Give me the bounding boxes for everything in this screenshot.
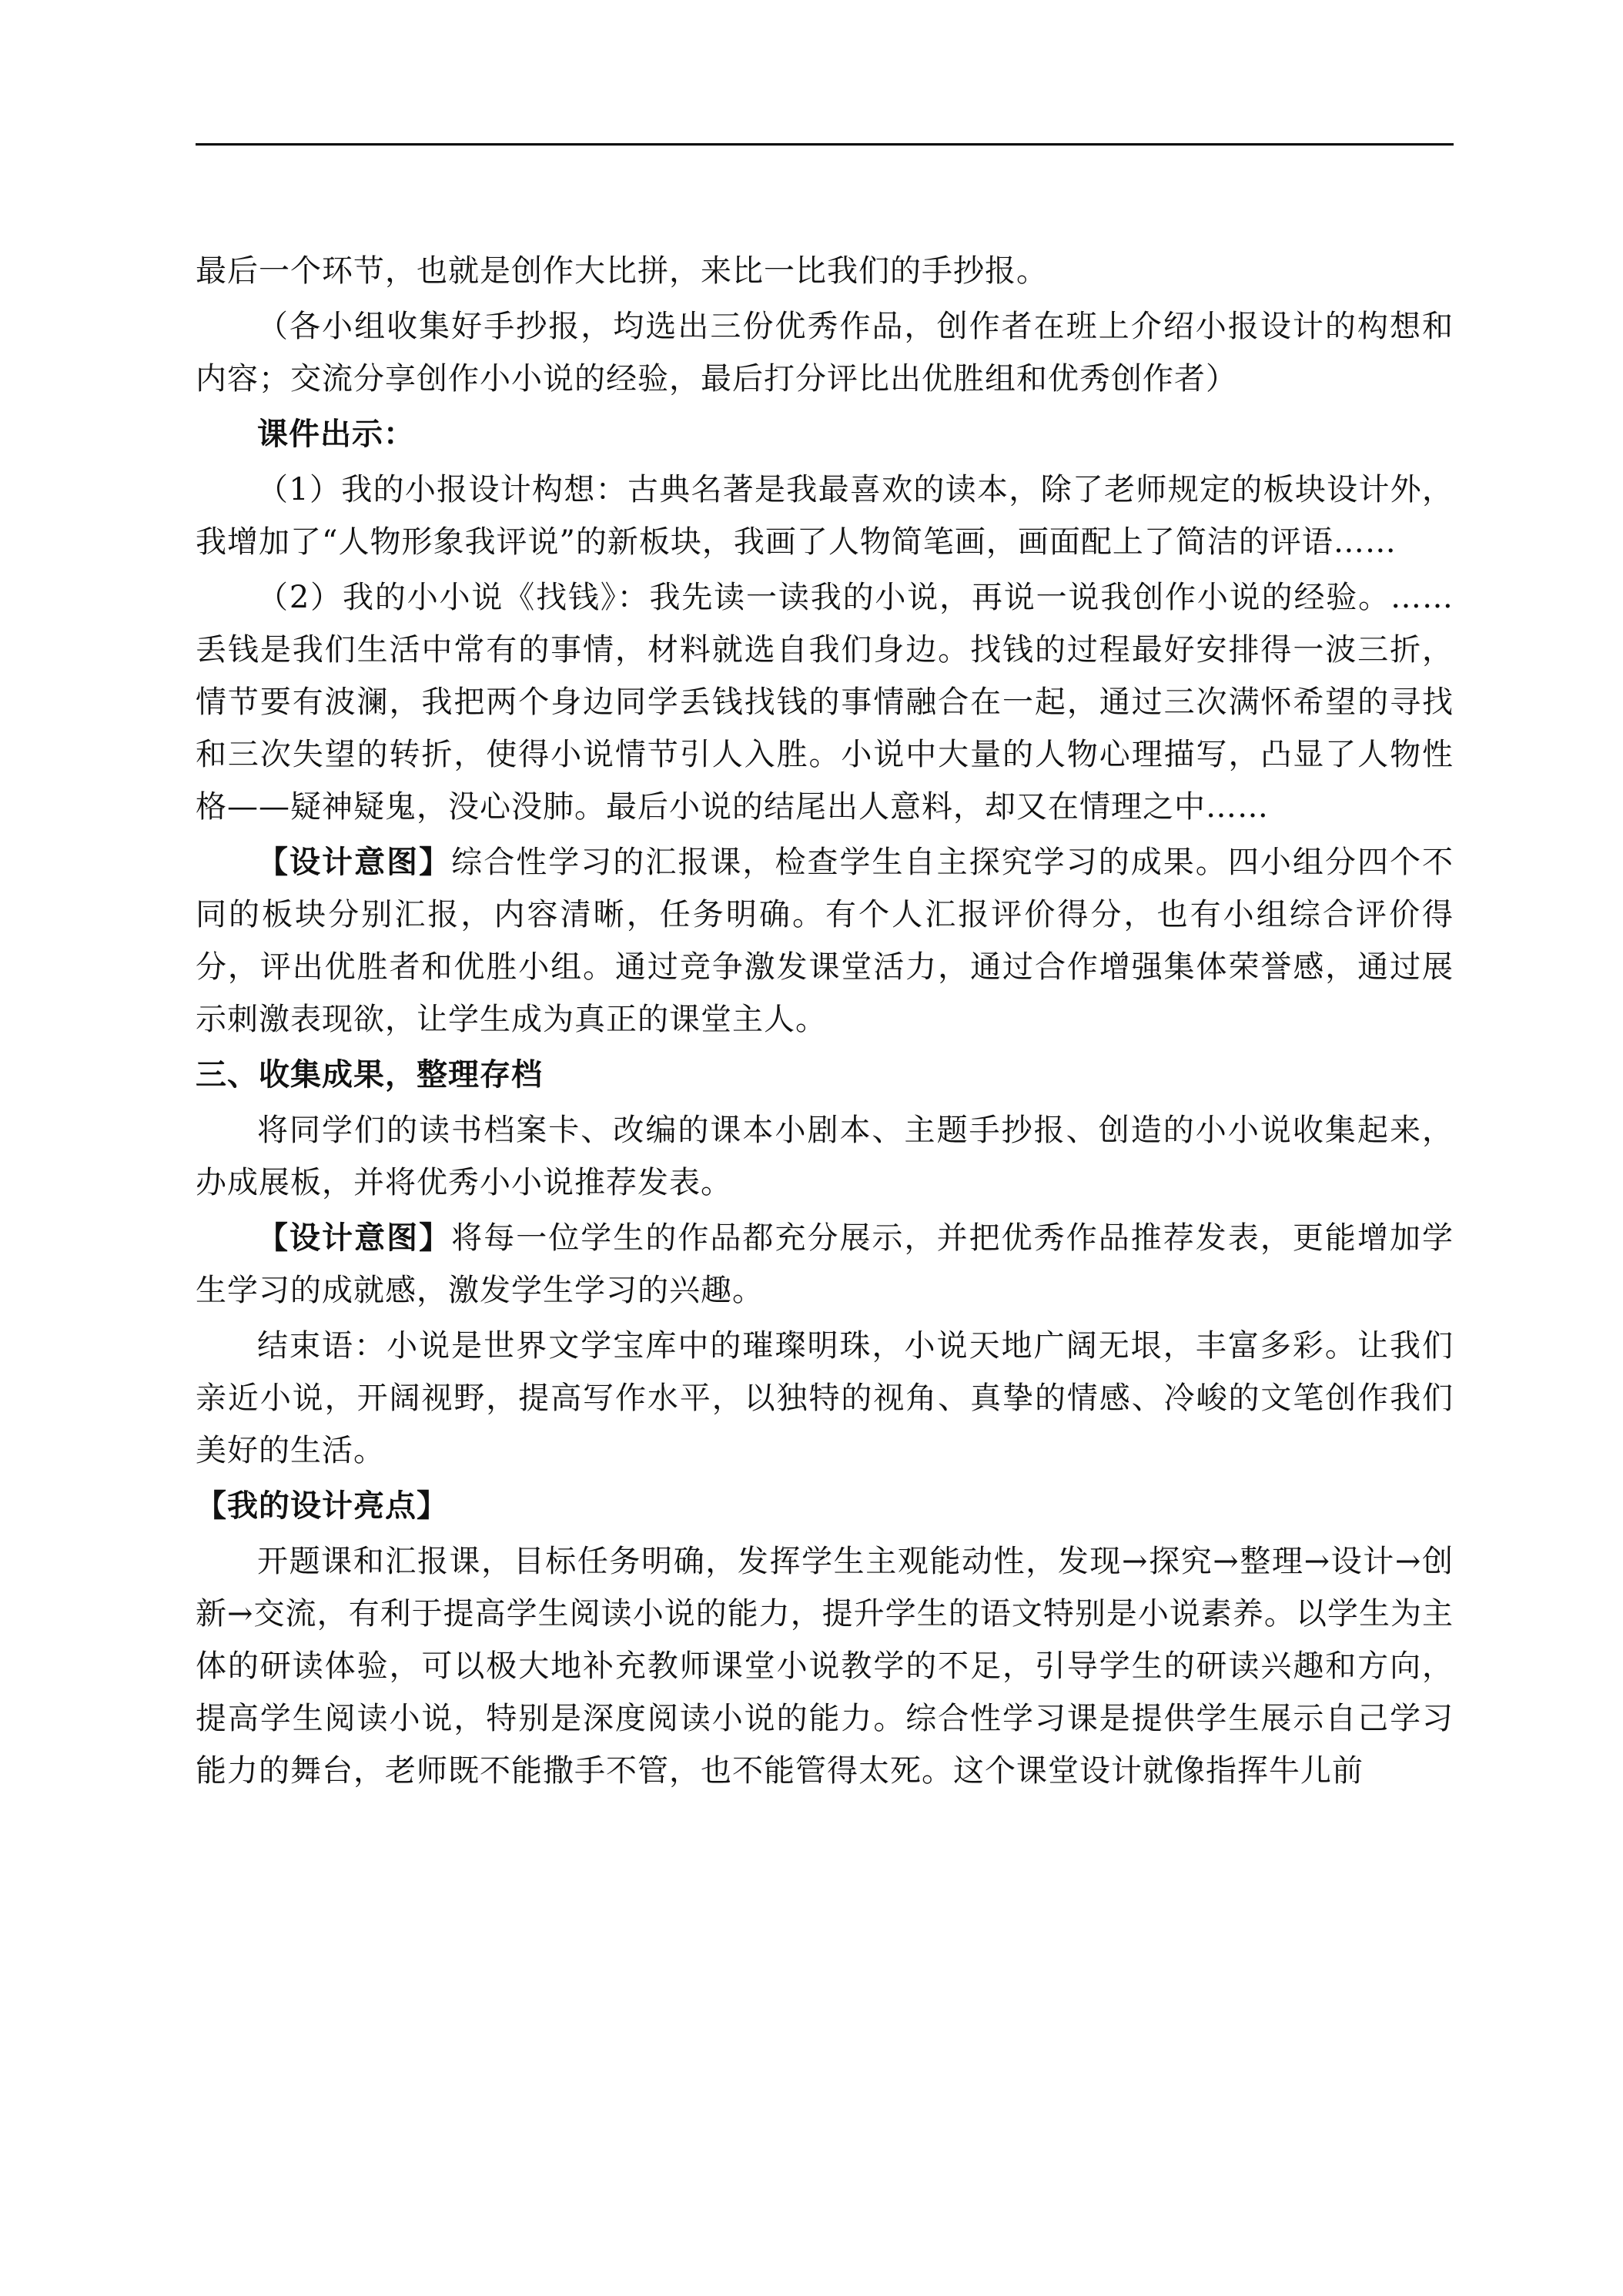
paragraph-short-story: （2）我的小小说《找钱》：我先读一读我的小说，再说一说我创作小说的经验。……丢钱是我们生活中常有的事情，材料就选自我们身边。找钱的过程最好安排得一波三折，情节要有波澜，我把两个身边同学丢钱找钱的事情融合在一起，通过三次满怀希望的寻找和三次失望的转折，使得小说情节引人入胜。小说中大量的人物心理描写，凸显了人物性格——疑神疑鬼，没心没肺。最后小说的结尾出人意料，却又在情理之中…… [196, 580, 1454, 825]
paragraph-collect: 将同学们的读书档案卡、改编的课本小剧本、主题手抄报、创造的小小说收集起来，办成展板，并将优秀小小说推荐发表。 [196, 1113, 1454, 1200]
design-intent-2 [196, 1212, 1454, 1317]
paragraph-1: 最后一个环节，也就是创作大比拼，来比一比我们的手抄报。 [196, 253, 1048, 289]
design-intent-1 [196, 836, 1454, 1046]
document-body [196, 245, 1454, 1800]
paragraph-highlights: 开题课和汇报课，目标任务明确，发挥学生主观能动性，发现→探究→整理→设计→创新→交流，有利于提高学生阅读小说的能力，提升学生的语文特别是小说素养。以学生为主体的研读体验，可以极大地补充教师课堂小说教学的不足，引导学生的研读兴趣和方向，提高学生阅读小说，特别是深度阅读小说的能力。综合性学习课是提供学生展示自己学习能力的舞台，老师既不能撒手不管，也不能管得太死。这个课堂设计就像指挥牛儿前 [196, 1544, 1454, 1789]
courseware-heading: 课件出示： [257, 416, 415, 452]
design-intent-label: 【设计意图】 [257, 1220, 452, 1256]
paragraph-newspaper-idea: （1）我的小报设计构想：古典名著是我最喜欢的读本，除了老师规定的板块设计外，我增加了“人物形象我评说”的新板块，我画了人物简笔画，画面配上了简洁的评语…… [196, 472, 1454, 560]
design-intent-text: 综合性学习的汇报课，检查学生自主探究学习的成果。四小组分四个不同的板块分别汇报，内容清晰，任务明确。有个人汇报评价得分，也有小组综合评价得分，评出优胜者和优胜小组。通过竞争激发课堂活力，通过合作增强集体荣誉感，通过展示刺激表现欲，让学生成为真正的课堂主人。 [196, 845, 1454, 1037]
design-intent-label: 【设计意图】 [257, 844, 452, 880]
paragraph-2: （各小组收集好手抄报，均选出三份优秀作品，创作者在班上介绍小报设计的构想和内容；交流分享创作小小说的经验，最后打分评比出优胜组和优秀创作者） [196, 309, 1454, 397]
header-rule [196, 143, 1454, 146]
section-heading-3: 三、收集成果，整理存档 [196, 1056, 543, 1093]
highlights-heading: 【我的设计亮点】 [196, 1488, 448, 1524]
design-intent-text: 将每一位学生的作品都充分展示，并把优秀作品推荐发表，更能增加学生学习的成就感，激发学生学习的兴趣。 [196, 1220, 1454, 1308]
paragraph-conclusion: 结束语：小说是世界文学宝库中的璀璨明珠，小说天地广阔无垠，丰富多彩。让我们亲近小说，开阔视野，提高写作水平，以独特的视角、真挚的情感、冷峻的文笔创作我们美好的生活。 [196, 1328, 1454, 1468]
